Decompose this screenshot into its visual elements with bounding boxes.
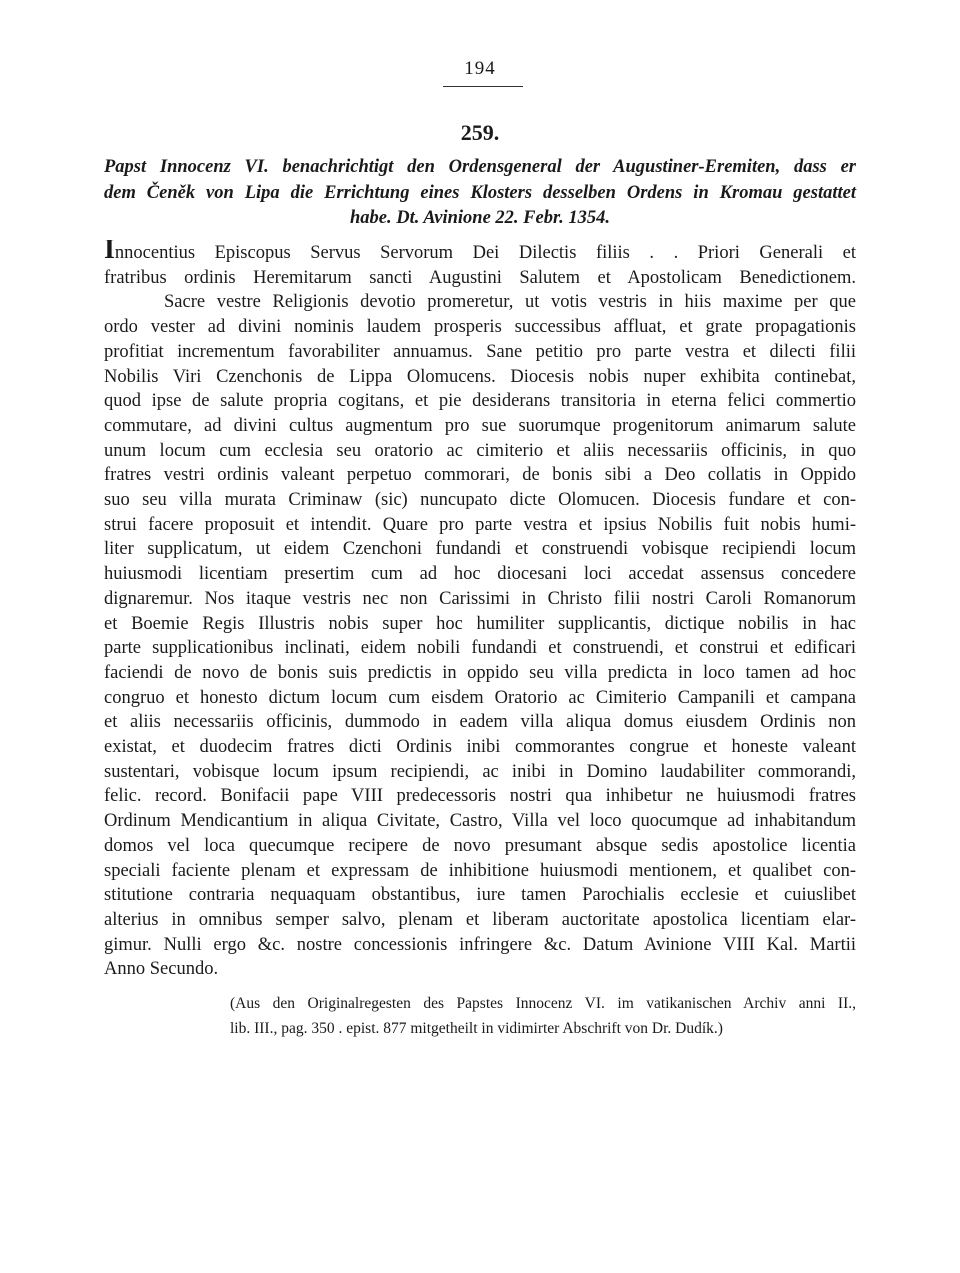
body-line: sustentari, vobisque locum ipsum recipiendi, ac inibi in Domino laudabiliter commorandi, xyxy=(104,761,856,782)
body-first-line-text: nnocentius Episcopus Servus Servorum Dei Dilectis filiis . . Priori Generali et xyxy=(114,243,856,263)
body-line: suo seu villa murata Criminaw (sic) nuncupato dicte Olomucen. Diocesis fundare et con- xyxy=(104,490,856,511)
body-line: et Boemie Regis Illustris nobis super hoc humiliter supplicantis, dictique nobilis in hac xyxy=(104,613,856,634)
source-note-line: lib. III., pag. 350 . epist. 877 mitgetheilt in vidimirter Abschrift von Dr. Dudík.) xyxy=(230,1019,723,1037)
body-line: quod ipse de salute propria cogitans, et pie desiderans transitoria in eterna felici commertio xyxy=(104,391,856,412)
body-line: huiusmodi licentiam presertim cum ad hoc diocesani loci accedat assensus concedere xyxy=(104,564,856,585)
body-line: faciendi de novo de bonis suis predictis in oppido seu villa predicta in loco tamen ad hoc xyxy=(104,662,856,683)
body-line: Sacre vestre Religionis devotio promeretur, ut votis vestris in hiis maxime per que xyxy=(164,292,856,313)
body-line: strui facere proposuit et intendit. Quare pro parte vestra et ipsius Nobilis fuit nobis humi- xyxy=(104,514,856,535)
document-summary xyxy=(104,155,856,232)
page-number: 194 xyxy=(464,58,496,79)
body-line: domos vel loca quecumque recipere de novo presumant absque sedis apostolice licentia xyxy=(104,835,856,856)
body-line: existat, et duodecim fratres dicti Ordinis inibi commorantes congrue et honeste valeant xyxy=(104,737,856,758)
body-line: alterius in omnibus semper salvo, plenam et liberam auctoritate apostolica licentiam elar- xyxy=(104,909,856,930)
initial-letter: I xyxy=(104,240,115,265)
source-note-line: (Aus den Originalregesten des Papstes Innocenz VI. im vatikanischen Archiv anni II., xyxy=(230,995,856,1012)
body-line: unum locum cum ecclesia seu oratorio ac cimiterio et aliis necessariis officinis, in quo xyxy=(104,440,856,461)
body-line: profitiat incrementum favorabiliter annuamus. Sane petitio pro parte vestra et dilecti filii xyxy=(104,341,856,362)
body-line: congruo et honesto dictum locum cum eisdem Oratorio ac Cimiterio Campanili et campana xyxy=(104,687,856,708)
body-line: gimur. Nulli ergo &c. nostre concessionis infringere &c. Datum Avinione VIII Kal. Martii xyxy=(104,934,856,955)
body-first-line xyxy=(104,240,856,266)
body-line: liter supplicatum, ut eidem Czenchoni fundandi et construendi vobisque recipiendi locum xyxy=(104,539,856,560)
body-line: parte supplicationibus inclinati, eidem nobili fundandi et construendi, et construi et edificari xyxy=(104,638,856,659)
summary-line: Papst Innocenz VI. benachrichtigt den Ordensgeneral der Augustiner-Eremiten, dass er xyxy=(104,157,856,177)
body-line: ordo vester ad divini nominis laudem prosperis successibus affluat, et grate propagationis xyxy=(104,317,856,338)
document-number: 259. xyxy=(460,120,500,145)
body-line: Ordinum Mendicantium in aliqua Civitate, Castro, Villa vel loco quocumque ad inhabitandum xyxy=(104,811,856,832)
source-note xyxy=(230,992,856,1041)
summary-line: habe. Dt. Avinione 22. Febr. 1354. xyxy=(349,208,611,228)
body-line: stitutione contraria nequaquam obstantibus, iure tamen Parochialis ecclesie et cuiuslibet xyxy=(104,885,856,906)
body-line: et aliis necessariis officinis, dummodo in eadem villa aliqua domus eiusdem Ordinis non xyxy=(104,712,856,733)
body-line: Nobilis Viri Czenchonis de Lippa Olomucens. Diocesis nobis nuper exhibita continebat, xyxy=(104,366,856,387)
body-line: fratribus ordinis Heremitarum sancti Augustini Salutem et Apostolicam Benedictionem. xyxy=(104,267,856,288)
document-body xyxy=(104,240,856,982)
body-line: commutare, ad divini cultus augmentum pro sue suorumque progenitorum animarum salute xyxy=(104,415,856,436)
summary-line: dem Čeněk von Lipa die Errichtung eines Klosters desselben Ordens in Kromau gestattet xyxy=(104,182,856,203)
body-line: speciali faciente plenam et expressam de inhibitione huiusmodi mentionem, et qualibet con- xyxy=(104,860,856,881)
body-line: fratres vestri ordinis valeant perpetuo commorari, de bonis sibi a Deo collatis in Oppido xyxy=(104,465,856,486)
body-line: felic. record. Bonifacii pape VIII predecessoris nostri qua inhibetur ne huiusmodi fratres xyxy=(104,786,856,807)
page-number-rule xyxy=(443,86,523,87)
body-line: dignaremur. Nos itaque vestris nec non Carissimi in Christo filii nostri Caroli Romanorum xyxy=(104,588,856,609)
body-line: Anno Secundo. xyxy=(104,959,219,980)
